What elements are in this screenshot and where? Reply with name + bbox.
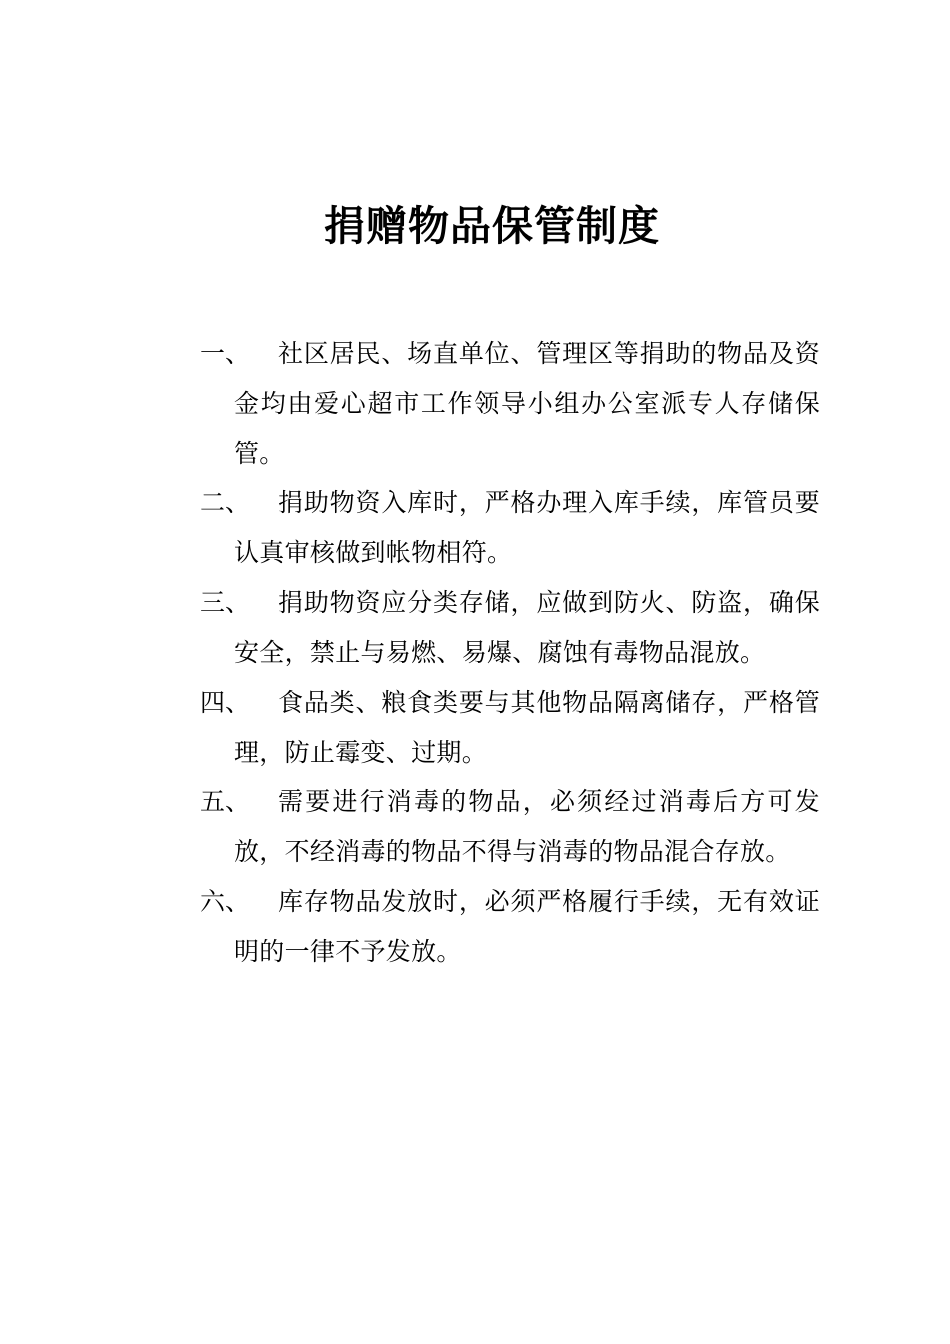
item-text: 捐助物资入库时，严格办理入库手续，库管员要认真审核做到帐物相符。 [234, 488, 820, 567]
item-number: 三、 [200, 588, 251, 617]
list-item [200, 578, 820, 678]
item-text: 捐助物资应分类存储，应做到防火、防盗，确保安全，禁止与易燃、易爆、腐蚀有毒物品混放。 [234, 588, 820, 667]
item-text: 库存物品发放时，必须严格履行手续，无有效证明的一律不予发放。 [234, 887, 820, 966]
item-number: 五、 [200, 787, 251, 816]
item-text: 食品类、粮食类要与其他物品隔离储存，严格管理，防止霉变、过期。 [234, 688, 820, 767]
item-number: 一、 [200, 339, 251, 368]
item-text: 需要进行消毒的物品，必须经过消毒后方可发放，不经消毒的物品不得与消毒的物品混合存放。 [234, 787, 820, 866]
list-item [200, 329, 820, 479]
list-item [200, 478, 820, 578]
document-title: 捐赠物品保管制度 [324, 202, 660, 250]
list-item [200, 877, 820, 977]
item-number: 四、 [200, 688, 251, 717]
item-number: 二、 [200, 488, 251, 517]
item-number: 六、 [200, 887, 251, 916]
item-text: 社区居民、场直单位、管理区等捐助的物品及资金均由爱心超市工作领导小组办公室派专人存储保管。 [234, 339, 820, 468]
list-item [200, 777, 820, 877]
list-item [200, 678, 820, 778]
